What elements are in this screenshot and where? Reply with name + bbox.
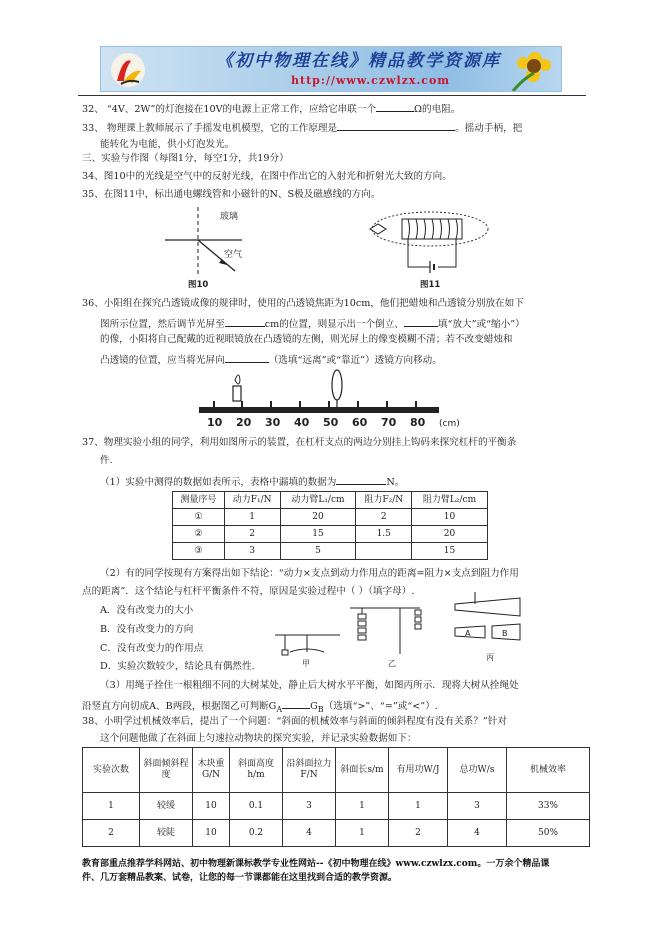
table-header: 总功W/s: [448, 748, 507, 793]
table-header: 动力臂L₁/cm: [280, 492, 356, 509]
question-35: 35、在图11中，标出通电螺线管和小磁针的N、S极及磁感线的方向。: [82, 189, 381, 200]
ruler-tick-10: 10: [207, 416, 223, 429]
question-38-cont: 这个问题他做了在斜面上匀速拉动物块的探究实验，并记录实验数据如下：: [100, 733, 417, 744]
site-logo: [109, 51, 147, 89]
table-header: 斜面长s/m: [336, 748, 389, 793]
table-cell: ②: [173, 526, 225, 543]
table-cell: 5: [280, 543, 356, 560]
question-37-part2: （2）有的同学按现有方案得出如下结论：“动力×支点到动力作用点的距离=阻力×支点到阻力作用: [100, 568, 519, 579]
ruler-tick-40: 40: [294, 416, 310, 429]
question-36: 36、小阳组在探究凸透镜成像的规律时，使用的凸透镜焦距为10cm，他们把蜡烛和凸透镜分别放在如下: [82, 298, 524, 309]
table-cell: ③: [173, 543, 225, 560]
ruler-tick-30: 30: [265, 416, 281, 429]
table-cell: 0.2: [230, 820, 283, 847]
table-cell: 10: [193, 793, 230, 820]
table-header: 木块重G/N: [193, 748, 230, 793]
table-header: 有用功W/J: [389, 748, 448, 793]
question-37-part1: （1）实验中测得的数据如表所示，表格中漏填的数据为 N。: [100, 474, 404, 489]
table-header-row: [173, 492, 488, 509]
ruler-tick-80: 80: [410, 416, 426, 429]
question-33-cont: 能转化为电能，供小灯泡发光。: [100, 139, 235, 150]
table-cell: 50%: [507, 820, 590, 847]
question-32: 32、 “4V、2W”的灯泡接在10V的电源上正常工作，应给它串联一个 Ω的电阻。: [82, 101, 460, 116]
table-cell: 2: [389, 820, 448, 847]
sunflower-icon: [493, 49, 553, 91]
table-row: [173, 543, 488, 560]
table-cell: 2: [224, 526, 280, 543]
figure-10-diagram: [160, 205, 270, 290]
ruler-tick-60: 60: [352, 416, 368, 429]
ruler-unit: (cm): [439, 419, 460, 429]
question-36-line4: 凸透镜的位置，应当将光屏向 （选填“远离”或“靠近”）透镜方向移动。: [100, 352, 442, 367]
lever-data-table: [172, 491, 488, 560]
lever-figures: [270, 590, 530, 670]
table-cell: [356, 543, 412, 560]
figure-11-solenoid: [368, 207, 498, 292]
option-c: C．没有改变力的作用点: [100, 643, 204, 654]
table-cell: 1: [83, 793, 140, 820]
header-rule: [78, 95, 586, 96]
option-d: D．实验次数较少，结论具有偶然性.: [100, 661, 255, 672]
table-cell: 3: [224, 543, 280, 560]
question-36-line3: 的像，小阳将自己配戴的近视眼镜放在凸透镜的左侧，则光屏上的像变模糊不清；若不改变蜡烛和: [100, 334, 513, 345]
table-row: [83, 820, 590, 847]
table-row: [173, 509, 488, 526]
table-cell: 3: [448, 793, 507, 820]
table-row: [83, 793, 590, 820]
table-cell: 15: [412, 543, 488, 560]
table-header: 斜面倾斜程度: [140, 748, 193, 793]
table-cell: ①: [173, 509, 225, 526]
table-cell: 33%: [507, 793, 590, 820]
table-cell: 15: [280, 526, 356, 543]
table-cell: 10: [193, 820, 230, 847]
question-37-part2-cont: 点的距离”．这个结论与杠杆平衡条件不符，原因是实验过程中（ ）（填字母）.: [82, 586, 415, 597]
table-cell: 1: [336, 793, 389, 820]
table-cell: 1: [224, 509, 280, 526]
lever-label-a: 甲: [302, 659, 310, 668]
option-b: B．没有改变力的方向: [100, 624, 194, 635]
table-cell: 1: [336, 820, 389, 847]
table-cell: 4: [283, 820, 336, 847]
table-header: 阻力臂L₂/cm: [412, 492, 488, 509]
lever-label-b: 乙: [388, 659, 396, 668]
ruler-tick-50: 50: [323, 416, 339, 429]
lever-label-c: 丙: [486, 653, 494, 662]
ruler-tick-70: 70: [381, 416, 397, 429]
table-cell: 4: [448, 820, 507, 847]
question-34: 34、图10中的光线是空气中的反射光线，在图中作出它的入射光和折射光大致的方向。: [82, 171, 452, 182]
table-cell: 1: [389, 793, 448, 820]
air-label: 空气: [224, 250, 243, 260]
figure-11-label: 图11: [420, 280, 441, 290]
option-a: A．没有改变力的大小: [100, 605, 194, 616]
table-header: 斜面高度h/m: [230, 748, 283, 793]
table-header: 实验次数: [83, 748, 140, 793]
glass-label: 玻璃: [220, 212, 239, 222]
table-header: 机械效率: [507, 748, 590, 793]
table-cell: 0.1: [230, 793, 283, 820]
incline-data-table: [82, 747, 590, 847]
optical-bench-figure: [195, 368, 475, 430]
table-cell: 3: [283, 793, 336, 820]
question-37-cont: 件.: [100, 455, 113, 466]
table-row: [173, 526, 488, 543]
table-cell: 10: [412, 509, 488, 526]
table-header: 动力F₁/N: [224, 492, 280, 509]
banner-title: 《初中物理在线》精品教学资源库: [216, 51, 501, 71]
table-cell: 2: [83, 820, 140, 847]
table-cell: 较缓: [140, 793, 193, 820]
table-cell: 20: [412, 526, 488, 543]
question-38: 38、小明学过机械效率后，提出了一个问题：“斜面的机械效率与斜面的倾斜程度有没有关系？”针对: [82, 716, 507, 727]
table-cell: 2: [356, 509, 412, 526]
question-36-line2: 图所示位置，然后调节光屏至 cm的位置，则显示出一个倒立、 填“放大”或“缩小”）: [100, 316, 525, 331]
banner-url[interactable]: http://www.czwlzx.com: [291, 74, 450, 87]
table-cell: 20: [280, 509, 356, 526]
ruler-tick-20: 20: [236, 416, 252, 429]
table-cell: 较陡: [140, 820, 193, 847]
figure-10-label: 图10: [188, 280, 209, 290]
question-37: 37、物理实验小组的同学，利用如图所示的装置，在杠杆支点的两边分别挂上钩码来探究杠杆的平衡条: [82, 437, 517, 448]
question-33: 33、 物理课上教师展示了手摇发电机模型，它的工作原理是 。摇动手柄，把: [82, 120, 522, 135]
footer-line-2: 件、几万套精品教案、试卷，让您的每一节课都能在这里找到合适的教学资源。: [82, 873, 398, 883]
tree-label-a: A: [465, 629, 471, 638]
question-37-part3: （3）用绳子拴住一根粗细不同的大树某处，静止后大树水平平衡，如图丙所示．现将大树从拴绳处: [100, 680, 519, 691]
footer-line-1: 教育部重点推荐学科网站、初中物理新课标教学专业性网站--《初中物理在线》www.czwlzx.com。一万余个精品课: [82, 859, 550, 869]
table-header: 测量序号: [173, 492, 225, 509]
table-header: 沿斜面拉力F/N: [283, 748, 336, 793]
table-header: 阻力F₂/N: [356, 492, 412, 509]
section-3-heading: 三、实验与作图（每图1分，每空1分，共19分）: [82, 153, 289, 164]
question-37-part3-cont: 沿竖直方向切成A、B两段，根据图乙可判断$G_A$ $G_B$（选填“>”、“=”或“<”）.: [82, 698, 438, 715]
table-cell: 1.5: [356, 526, 412, 543]
site-banner: [100, 46, 562, 92]
table-header-row: [83, 748, 590, 793]
tree-label-b: B: [502, 629, 508, 638]
